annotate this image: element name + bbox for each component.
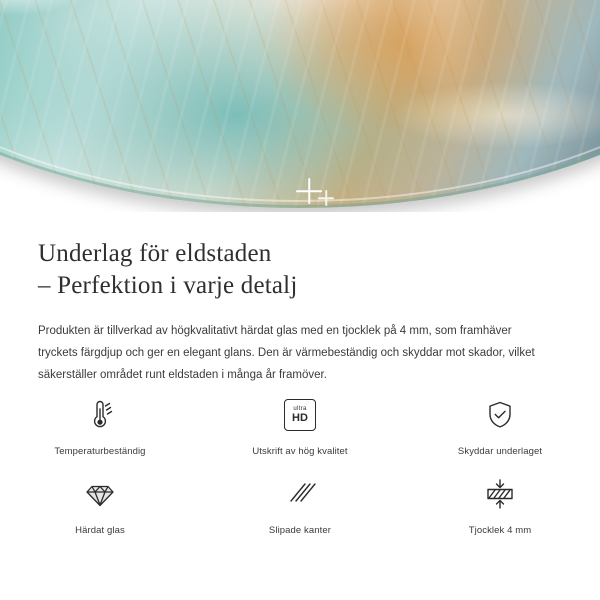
feature-item-tempered-glass [0,471,200,536]
ultra-hd-top-text: ultra [293,406,307,412]
diamond-icon [74,471,126,517]
hero-image [0,0,600,212]
feature-item-temperature [0,392,200,457]
feature-label: Temperaturbeständig [54,446,146,457]
ultra-hd-icon [274,392,326,438]
feature-grid [0,392,600,536]
feature-label: Utskrift av hög kvalitet [252,446,348,457]
shield-check-icon [474,392,526,438]
feature-label: Slipade kanter [268,525,332,536]
body-paragraph: Produkten är tillverkad av högkvalitativt härdat glas med en tjocklek på 4 mm, som framhäver tryckets färgdjup och ger en elegant glans. Den är värmebeständig och skyddar mot skador, vilket säkerställer området runt eldstaden i många år framöver. [38,325,535,381]
marble-glass-disc [0,0,600,208]
ultra-hd-bottom-text: HD [292,412,308,424]
polished-edges-icon [274,471,326,517]
headline-line-1: Underlag för eldstaden [38,240,272,267]
thickness-arrows-icon [474,471,526,517]
feature-label: Skyddar underlaget [457,446,543,457]
feature-label: Tjocklek 4 mm [468,525,532,536]
headline-line-2: – Perfektion i varje detalj [38,272,298,299]
feature-item-print-quality [200,392,400,457]
feature-item-protection [400,392,600,457]
text-content [0,212,600,386]
feature-label: Härdat glas [75,525,125,536]
page-title [0,212,600,302]
feature-item-thickness [400,471,600,536]
thermometer-icon [74,392,126,438]
feature-item-polished-edges [200,471,400,536]
